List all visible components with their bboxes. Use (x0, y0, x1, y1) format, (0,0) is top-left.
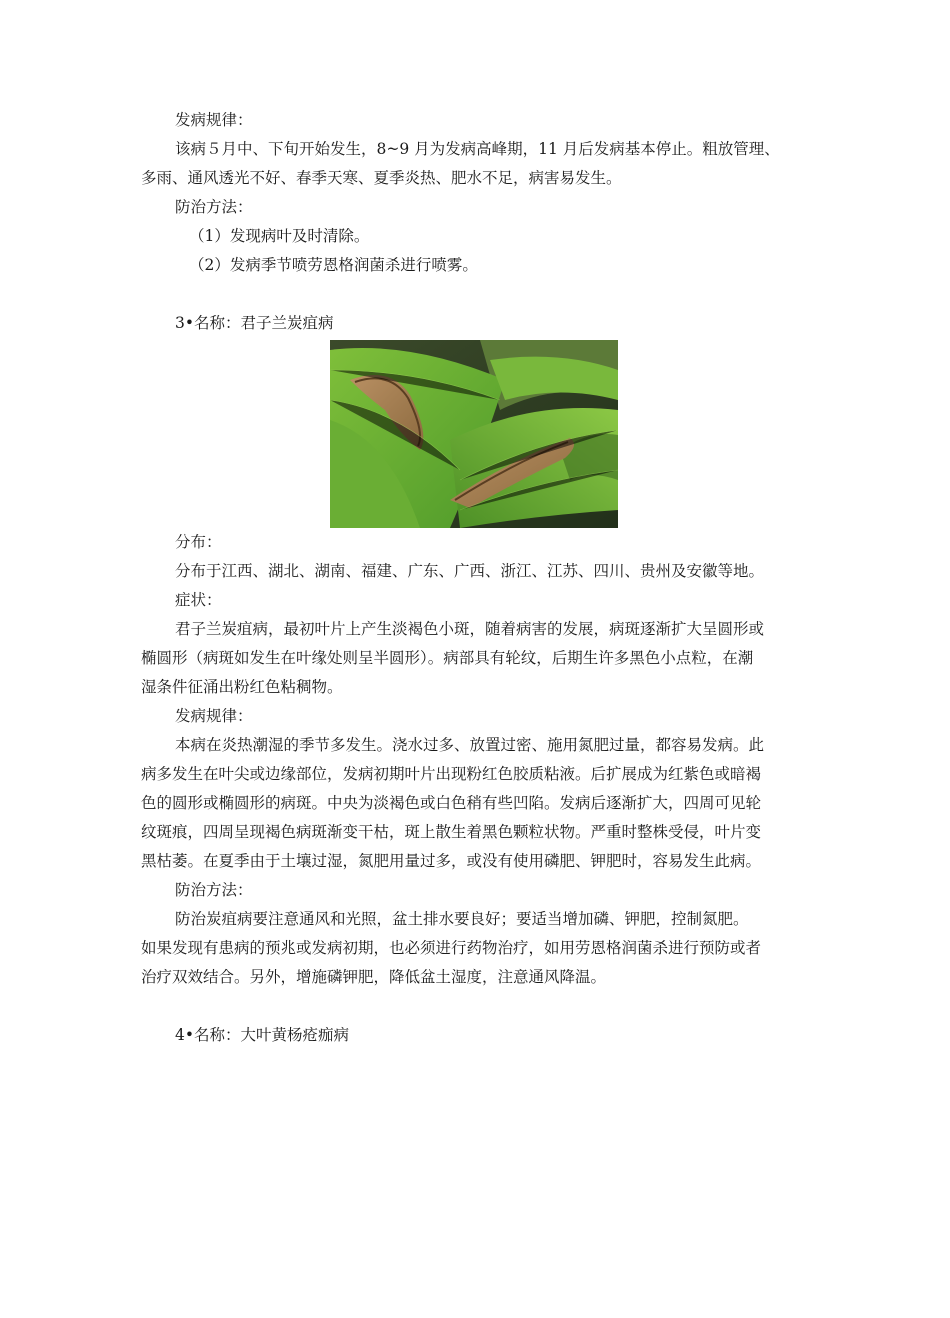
section3-symptom-line: 湿条件征涌出粉红色粘稠物。 (141, 678, 343, 696)
section3-control-line: 如果发现有患病的预兆或发病初期，也必须进行药物治疗，如用劳恩格润菌杀进行预防或者 (141, 939, 762, 957)
section2-control-item: （2）发病季节喷劳恩格润菌杀进行喷雾。 (189, 256, 478, 274)
section3-pattern-line: 色的圆形或椭圆形的病斑。中央为淡褐色或白色稍有些凹陷。发病后逐渐扩大，四周可见轮 (141, 794, 762, 812)
section3-distribution-heading: 分布： (175, 533, 222, 551)
section3-pattern-line: 黑枯萎。在夏季由于土壤过湿，氮肥用量过多，或没有使用磷肥、钾肥时，容易发生此病。 (141, 852, 762, 870)
section2-pattern-heading: 发病规律： (175, 111, 253, 129)
spacer (141, 992, 813, 1021)
section2-pattern-line: 多雨、通风透光不好、春季天寒、夏季炎热、肥水不足，病害易发生。 (141, 169, 622, 187)
clivia-anthracnose-photo (330, 340, 618, 528)
section2-control-item: （1）发现病叶及时清除。 (189, 227, 370, 245)
spacer (141, 280, 813, 309)
section3-distribution-text: 分布于江西、湖北、湖南、福建、广东、广西、浙江、江苏、四川、贵州及安徽等地。 (175, 562, 765, 580)
section3-symptom-line: 君子兰炭疽病，最初叶片上产生淡褐色小斑，随着病害的发展，病斑逐渐扩大呈圆形或 (175, 620, 765, 638)
section2-control-heading: 防治方法： (175, 198, 253, 216)
section3-pattern-line: 纹斑痕，四周呈现褐色病斑渐变干枯，斑上散生着黑色颗粒状物。严重时整株受侵，叶片变 (141, 823, 762, 841)
section4-title: 4•名称：大叶黄杨疮痂病 (175, 1026, 350, 1044)
section3-control-line: 治疗双效结合。另外，增施磷钾肥，降低盆土湿度，注意通风降温。 (141, 968, 607, 986)
document-page (141, 106, 813, 1050)
section2-pattern-line: 该病５月中、下旬开始发生，8~9 月为发病高峰期，11 月后发病基本停止。粗放管理、 (175, 140, 780, 158)
section3-pattern-line: 病多发生在叶尖或边缘部位，发病初期叶片出现粉红色胶质粘液。后扩展成为红紫色或暗褐 (141, 765, 762, 783)
section3-title: 3•名称：君子兰炭疽病 (175, 314, 334, 332)
section3-pattern-line: 本病在炎热潮湿的季节多发生。浇水过多、放置过密、施用氮肥过量，都容易发病。此 (175, 736, 765, 754)
section3-symptom-line: 椭圆形（病斑如发生在叶缘处则呈半圆形）。病部具有轮纹，后期生许多黑色小点粒，在潮 (141, 649, 754, 667)
section3-control-line: 防治炭疽病要注意通风和光照，盆土排水要良好；要适当增加磷、钾肥，控制氮肥。 (175, 910, 749, 928)
section3-control-heading: 防治方法： (175, 881, 253, 899)
section3-pattern-heading: 发病规律： (175, 707, 253, 725)
section3-symptom-heading: 症状： (175, 591, 222, 609)
